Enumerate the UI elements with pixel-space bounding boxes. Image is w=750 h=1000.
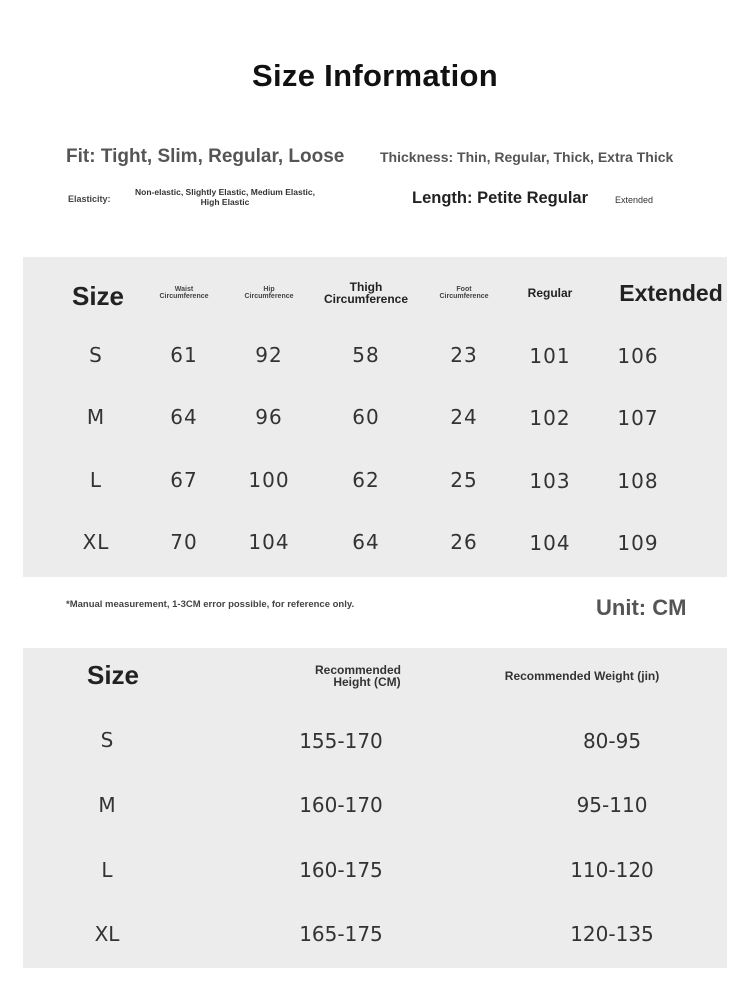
thigh-cell: 58 bbox=[352, 343, 380, 367]
recommendation-table bbox=[23, 648, 727, 968]
size-cell: XL bbox=[82, 530, 110, 554]
hip-cell: 100 bbox=[248, 468, 290, 492]
size-cell: M bbox=[98, 793, 116, 817]
regular-cell: 103 bbox=[529, 469, 571, 493]
size-header: Size bbox=[86, 660, 140, 690]
regular-header: Regular bbox=[527, 286, 573, 300]
size-cell: M bbox=[86, 405, 106, 429]
foot-cell: 25 bbox=[450, 468, 478, 492]
regular-cell: 101 bbox=[529, 344, 571, 368]
size-table bbox=[23, 257, 727, 577]
unit-label: Unit: CM bbox=[596, 595, 687, 620]
regular-cell: 102 bbox=[529, 406, 571, 430]
page-title: Size Information bbox=[252, 58, 498, 93]
elasticity-options-line1: Non-elastic, Slightly Elastic, Medium Elastic, bbox=[135, 187, 315, 197]
thigh-header-line1: Thigh bbox=[349, 280, 383, 294]
hip-cell: 104 bbox=[248, 530, 290, 554]
elasticity-options bbox=[125, 187, 325, 207]
size-cell: L bbox=[101, 858, 113, 882]
height-header-line2: Height (CM) bbox=[333, 675, 401, 689]
extended-cell: 106 bbox=[617, 344, 659, 368]
hip-cell: 96 bbox=[255, 405, 283, 429]
waist-cell: 70 bbox=[170, 530, 198, 554]
hip-header bbox=[244, 286, 293, 300]
thigh-cell: 60 bbox=[352, 405, 380, 429]
thickness-options: Thickness: Thin, Regular, Thick, Extra Thick bbox=[380, 149, 674, 165]
weight-cell: 120-135 bbox=[570, 922, 654, 946]
height-header-line1: Recommended bbox=[314, 663, 402, 677]
size-cell: S bbox=[100, 728, 114, 752]
thigh-header-line2: Circumference bbox=[323, 292, 409, 306]
height-cell: 165-175 bbox=[299, 922, 383, 946]
waist-header-line2: Circumference bbox=[159, 293, 209, 300]
hip-header-line1: Hip bbox=[263, 286, 275, 293]
weight-cell: 95-110 bbox=[576, 793, 648, 817]
foot-header-line2: Circumference bbox=[439, 293, 489, 300]
extended-header: Extended bbox=[619, 280, 723, 306]
waist-header bbox=[159, 286, 208, 300]
thigh-cell: 64 bbox=[352, 530, 380, 554]
foot-header bbox=[439, 286, 488, 300]
foot-cell: 23 bbox=[450, 343, 478, 367]
waist-cell: 67 bbox=[170, 468, 198, 492]
thigh-header bbox=[324, 281, 408, 305]
height-cell: 160-170 bbox=[299, 793, 383, 817]
thigh-cell: 62 bbox=[352, 468, 380, 492]
waist-header-line1: Waist bbox=[174, 286, 194, 293]
extended-cell: 109 bbox=[617, 531, 659, 555]
weight-header: Recommended Weight (jin) bbox=[504, 669, 660, 683]
elasticity-label: Elasticity: bbox=[68, 194, 111, 204]
height-header bbox=[315, 664, 401, 688]
length-options: Length: Petite Regular bbox=[412, 189, 589, 207]
waist-cell: 61 bbox=[170, 343, 198, 367]
foot-cell: 24 bbox=[450, 405, 478, 429]
hip-cell: 92 bbox=[255, 343, 283, 367]
measurement-note: *Manual measurement, 1-3CM error possible, for reference only. bbox=[66, 599, 355, 610]
elasticity-options-line2: High Elastic bbox=[200, 197, 250, 207]
extended-cell: 108 bbox=[617, 469, 659, 493]
height-cell: 160-175 bbox=[299, 858, 383, 882]
foot-header-line1: Foot bbox=[456, 286, 472, 293]
waist-cell: 64 bbox=[170, 405, 198, 429]
weight-cell: 80-95 bbox=[582, 729, 642, 753]
height-cell: 155-170 bbox=[299, 729, 383, 753]
length-extended-option: Extended bbox=[615, 195, 654, 205]
extended-cell: 107 bbox=[617, 406, 659, 430]
regular-cell: 104 bbox=[529, 531, 571, 555]
hip-header-line2: Circumference bbox=[244, 293, 294, 300]
size-cell: L bbox=[89, 468, 103, 492]
foot-cell: 26 bbox=[450, 530, 478, 554]
fit-options: Fit: Tight, Slim, Regular, Loose bbox=[66, 146, 345, 167]
size-cell: XL bbox=[94, 922, 120, 946]
size-cell: S bbox=[89, 343, 103, 367]
weight-cell: 110-120 bbox=[570, 858, 654, 882]
size-header: Size bbox=[71, 281, 125, 311]
